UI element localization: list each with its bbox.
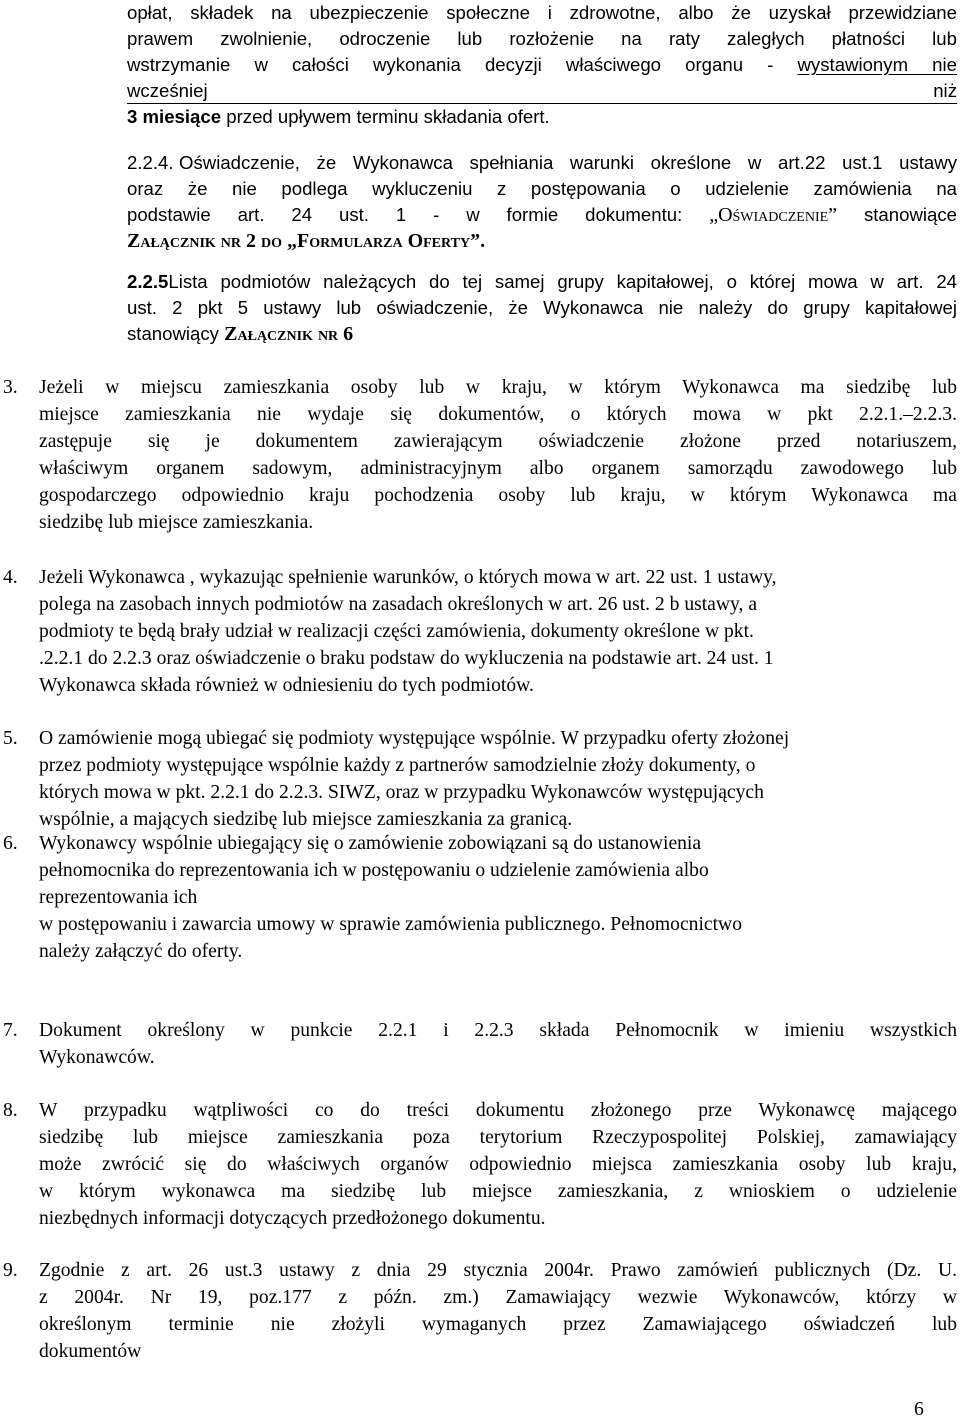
list-item-line: dokumentów: [39, 1341, 142, 1362]
list-item-line: Zgodnie z art. 26 ust.3 ustawy z dnia 29 stycznia 2004r. Prawo zamówień publicznych (Dz. U.: [39, 1260, 957, 1281]
attachment-reference: Załącznik nr 2 do „Formularza Oferty”.: [127, 230, 486, 252]
list-item-line: w postępowaniu i zawarcia umowy w sprawie zamówienia publicznego. Pełnomocnictwo: [39, 914, 742, 935]
list-item-line: właściwym organem sadowym, administracyjnym albo organem samorządu zawodowego lub: [39, 458, 957, 479]
section-2-2-5-line: [127, 321, 957, 347]
intro-text: niż: [933, 80, 957, 101]
list-item-line: wspólnie, a mających siedzibę lub miejsce zamieszkania za granicą.: [39, 809, 573, 830]
list-item-line: Wykonawców.: [39, 1047, 155, 1068]
section-text: podstawie art. 24 ust. 1 - w formie dokumentu:: [127, 204, 710, 225]
section-2-2-5-line: ust. 2 pkt 5 ustawy lub oświadczenie, że Wykonawca nie należy do grupy kapitałowej: [127, 297, 957, 318]
list-item-number: 6.: [3, 833, 18, 854]
list-item-line: Jeżeli w miejscu zamieszkania osoby lub w kraju, w którym Wykonawca ma siedzibę lub: [39, 377, 957, 398]
list-item-line: Jeżeli Wykonawca , wykazując spełnienie warunków, o których mowa w art. 22 ust. 1 ustawy,: [39, 567, 777, 588]
list-item-line: z 2004r. Nr 19, poz.177 z późn. zm.) Zamawiający wezwie Wykonawców, którzy w: [39, 1287, 957, 1308]
list-item-line: Wykonawcy wspólnie ubiegający się o zamówienie zobowiązani są do ustanowienia: [39, 833, 702, 854]
section-2-2-4-line: [127, 228, 957, 254]
attachment-reference: Załącznik nr 6: [224, 323, 354, 345]
list-item-line: których mowa w pkt. 2.2.1 do 2.2.3. SIWZ, oraz w przypadku Wykonawców występujących: [39, 782, 764, 803]
section-text: stanowiące: [837, 204, 957, 225]
list-item-line: w którym wykonawca ma siedzibę lub miejsce zamieszkania, z wnioskiem o udzielenie: [39, 1181, 957, 1202]
intro-text: wcześniej: [127, 80, 208, 101]
list-item-body: [39, 1097, 957, 1232]
section-2-2-4-line: [127, 202, 957, 228]
list-item-line: należy załączyć do oferty.: [39, 941, 243, 962]
list-item-body: [39, 374, 957, 536]
section-number: 2.2.4.: [127, 152, 174, 173]
list-item-number: 9.: [3, 1260, 18, 1281]
section-text: Lista podmiotów należących do tej samej grupy kapitałowej, o której mowa w art. 24: [168, 271, 957, 292]
list-item-number: 3.: [3, 377, 18, 398]
section-2-2-5-line: [127, 269, 957, 295]
intro-line: opłat, składek na ubezpieczenie społeczne i zdrowotne, albo że uzyskał przewidziane: [127, 2, 957, 23]
list-item-number: 7.: [3, 1020, 18, 1041]
list-item-body: [39, 725, 957, 833]
section-number: 2.2.5: [127, 271, 169, 292]
section-2-2-4: [127, 150, 957, 254]
list-item-line: siedzibę lub miejsce zamieszkania poza terytorium Rzeczypospolitej Polskiej, zamawiający: [39, 1127, 957, 1148]
list-item-line: miejsce zamieszkania nie wydaje się dokumentów, o których mowa w pkt 2.2.1.–2.2.3.: [39, 404, 957, 425]
list-item-body: [39, 1257, 957, 1365]
intro-line: [127, 104, 957, 130]
list-item-body: [39, 1017, 957, 1071]
section-2-2-5: [127, 269, 957, 347]
intro-paragraph: [127, 0, 957, 130]
intro-line: [127, 78, 957, 104]
section-text: stanowiący: [127, 323, 225, 344]
list-item-line: O zamówienie mogą ubiegać się podmioty występujące wspólnie. W przypadku oferty złożonej: [39, 728, 790, 749]
list-item-line: W przypadku wątpliwości co do treści dokumentu złożonego prze Wykonawcę mającego: [39, 1100, 957, 1121]
intro-text: przed upływem terminu składania ofert.: [221, 106, 550, 127]
list-item-line: .2.2.1 do 2.2.3 oraz oświadczenie o braku podstaw do wykluczenia na podstawie art. 24 ust. 1: [39, 648, 774, 669]
section-text: Oświadczenie, że Wykonawca spełniania warunki określone w art.22 ust.1 ustawy: [179, 152, 957, 173]
intro-line: [127, 52, 957, 78]
list-item-line: niezbędnych informacji dotyczących przedłożonego dokumentu.: [39, 1208, 546, 1229]
section-2-2-4-line: [127, 150, 957, 176]
list-item-number: 4.: [3, 567, 18, 588]
list-item-line: może zwrócić się do właściwych organów odpowiednio miejsca zamieszkania osoby lub kraju,: [39, 1154, 957, 1175]
list-item-line: Wykonawca składa również w odniesieniu do tych podmiotów.: [39, 675, 534, 696]
section-2-2-4-line: oraz że nie podlega wykluczeniu z postępowania o udzielenie zamówienia na: [127, 178, 957, 199]
list-item-number: 8.: [3, 1100, 18, 1121]
list-item-line: podmioty te będą brały udział w realizacji części zamówienia, dokumenty określone w pkt.: [39, 621, 754, 642]
list-item-body: [39, 830, 957, 965]
list-item-line: polega na zasobach innych podmiotów na zasadach określonych w art. 26 ust. 2 b ustawy, a: [39, 594, 758, 615]
list-item-line: gospodarczego odpowiednio kraju pochodzenia osoby lub kraju, w którym Wykonawca ma: [39, 485, 957, 506]
section-smallcaps-text: „Oświadczenie”: [709, 204, 838, 226]
list-item-line: siedzibę lub miejsce zamieszkania.: [39, 512, 314, 533]
list-item-body: [39, 564, 957, 699]
list-item-number: 5.: [3, 728, 18, 749]
page-number: 6: [914, 1399, 924, 1420]
intro-underlined-text: wystawionym nie: [797, 54, 957, 75]
list-item-line: reprezentowania ich: [39, 887, 198, 908]
list-item-line: Dokument określony w punkcie 2.2.1 i 2.2.3 składa Pełnomocnik w imieniu wszystkich: [39, 1020, 957, 1041]
list-item-line: pełnomocnika do reprezentowania ich w postępowaniu o udzielenie zamówienia albo: [39, 860, 709, 881]
intro-text: wstrzymanie w całości wykonania decyzji właściwego organu -: [127, 54, 798, 75]
list-item-line: przez podmioty występujące wspólnie każdy z partnerów samodzielnie złoży dokumenty, o: [39, 755, 756, 776]
list-item-line: określonym terminie nie złożyli wymaganych przez Zamawiającego oświadczeń lub: [39, 1314, 957, 1335]
list-item-line: zastępuje się je dokumentem zawierającym oświadczenie złożone przed notariuszem,: [39, 431, 957, 452]
intro-line: prawem zwolnienie, odroczenie lub rozłożenie na raty zaległych płatności lub: [127, 28, 957, 49]
intro-bold-text: 3 miesiące: [127, 106, 222, 127]
